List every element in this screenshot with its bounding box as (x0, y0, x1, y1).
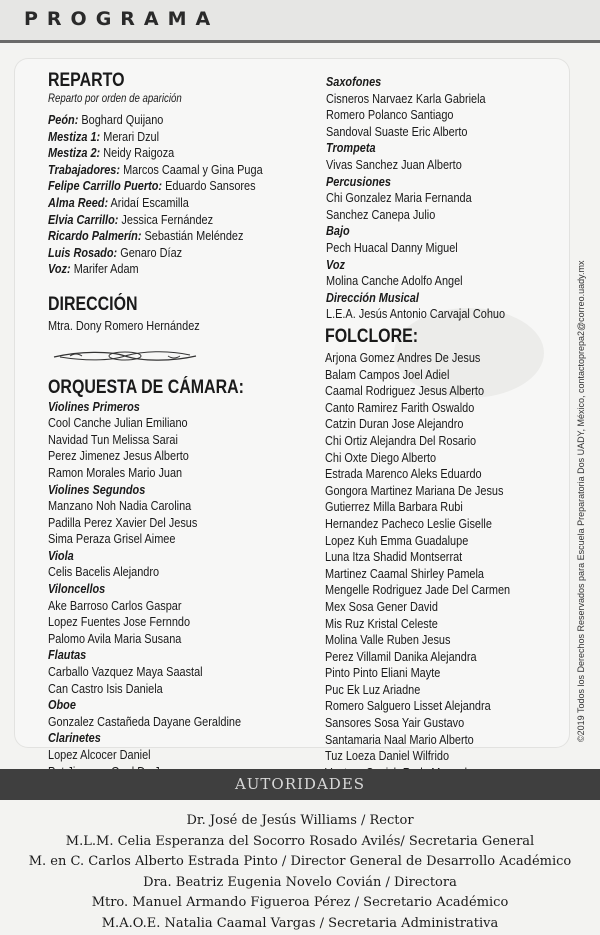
autoridad-line: M.L.M. Celia Esperanza del Socorro Rosado Avilés/ Secretaria General (65, 833, 535, 849)
member-name: Hernandez Pacheco Leslie Giselle (325, 515, 492, 531)
member-name: Puc Ek Luz Ariadne (325, 681, 421, 697)
folclore-member (325, 616, 565, 633)
orchestra-member (326, 157, 566, 174)
cast-entry-text (48, 145, 174, 162)
orchestra-section-label (48, 548, 318, 565)
folclore-list (325, 350, 565, 798)
member-name: Gutierrez Milla Barbara Rubi (325, 499, 463, 515)
cast-entry (48, 195, 318, 212)
folclore-member (325, 367, 565, 384)
member-name: Molina Canche Adolfo Angel (326, 273, 463, 289)
folclore-heading: FOLCLORE: (325, 326, 419, 347)
cast-actor: Eduardo Sansores (162, 178, 256, 194)
cast-role: Mestiza 2: (48, 145, 101, 161)
member-name: Sandoval Suaste Eric Alberto (326, 123, 468, 139)
folclore-member (325, 450, 565, 467)
folclore-member (325, 582, 565, 599)
autoridad-line: Mtro. Manuel Armando Figueroa Pérez / Secretario Académico (91, 895, 509, 910)
cast-list (48, 112, 318, 278)
orchestra-member (48, 614, 318, 631)
section-name: Bajo (326, 223, 350, 239)
member-name: Sansores Sosa Yair Gustavo (325, 715, 465, 731)
orchestra-member (48, 465, 318, 482)
folclore-member (325, 350, 565, 367)
cast-actor: Merari Dzul (100, 128, 160, 144)
cast-role: Alma Reed: (48, 194, 109, 210)
orchestra-member (326, 306, 566, 323)
cast-entry (48, 261, 318, 278)
cast-role: Mestiza 1: (48, 128, 101, 144)
member-name: Canto Ramirez Farith Oswaldo (325, 399, 475, 415)
member-name: Mengelle Rodriguez Jade Del Carmen (325, 582, 511, 598)
orchestra-member (326, 190, 566, 207)
orchestra-section-label (48, 647, 318, 664)
cast-actor: Sebastián Meléndez (141, 228, 244, 244)
folclore-member (325, 649, 565, 666)
orchestra-member (48, 631, 318, 648)
orchestra-section-label (326, 174, 566, 191)
member-name: Can Castro Isis Daniela (48, 680, 163, 696)
folclore-member (325, 732, 565, 749)
autoridad-line: Dr. José de Jesús Williams / Rector (186, 813, 414, 828)
autoridades-bar (0, 769, 600, 800)
folclore-member (325, 416, 565, 433)
folclore-member (325, 383, 565, 400)
member-name: Navidad Tun Melissa Sarai (48, 431, 178, 447)
member-name: Cool Canche Julian Emiliano (48, 415, 188, 431)
orchestra-member (48, 564, 318, 581)
cast-role: Elvia Carrillo: (48, 211, 119, 227)
member-name: Perez Jimenez Jesus Alberto (48, 448, 189, 464)
cast-entry (48, 245, 318, 262)
program-title: PROGRAMA (24, 8, 220, 30)
orchestra-member (48, 498, 318, 515)
orchestra-member (326, 273, 566, 290)
member-name: Palomo Avila Maria Susana (48, 630, 182, 646)
member-name: Celis Bacelis Alejandro (48, 564, 160, 580)
cast-role: Felipe Carrillo Puerto: (48, 178, 163, 194)
member-name: Arjona Gomez Andres De Jesus (325, 350, 481, 365)
cast-entry (48, 162, 318, 179)
cast-role: Luis Rosado: (48, 244, 118, 260)
cast-entry-text (48, 178, 256, 195)
autoridad-line: M.A.O.E. Natalia Caamal Vargas / Secretaria Administrativa (101, 915, 499, 931)
member-name: Martinez Caamal Shirley Pamela (325, 565, 485, 581)
member-name: Sanchez Canepa Julio (326, 206, 436, 222)
section-name: Violines Primeros (48, 398, 140, 414)
orchestra-sections-left (48, 399, 318, 781)
section-name: Saxofones (326, 74, 382, 89)
section-name: Oboe (48, 697, 76, 713)
member-name: Manzano Noh Nadia Carolina (48, 498, 192, 514)
member-name: Lopez Alcocer Daniel (48, 747, 151, 762)
folclore-member (325, 516, 565, 533)
cast-entry-text (48, 261, 139, 278)
cast-actor: Genaro Díaz (117, 244, 183, 260)
cast-actor: Boghard Quijano (78, 112, 164, 127)
orchestra-sections-right (326, 74, 566, 323)
cast-entry-text (48, 212, 213, 229)
reparto-note: Reparto por orden de aparición (48, 93, 182, 105)
cast-role: Voz: (48, 261, 71, 277)
cast-entry-text (48, 228, 243, 245)
member-name: Sima Peraza Grisel Aimee (48, 531, 176, 547)
ornament-divider (50, 345, 200, 367)
member-name: Romero Polanco Santiago (326, 107, 454, 123)
autoridades-heading: AUTORIDADES (234, 775, 366, 793)
member-name: Gongora Martinez Mariana De Jesus (325, 482, 504, 498)
folclore-member (325, 466, 565, 483)
orchestra-member (48, 432, 318, 449)
header-rule (0, 40, 600, 43)
folclore-member (325, 665, 565, 682)
cast-entry (48, 112, 318, 129)
section-name: Dirección Musical (326, 289, 419, 305)
orchestra-member (48, 531, 318, 548)
cast-role: Ricardo Palmerín: (48, 228, 142, 244)
member-name: Ake Barroso Carlos Gaspar (48, 597, 182, 613)
member-name: Caamal Rodriguez Jesus Alberto (325, 383, 485, 399)
cast-entry-text (48, 195, 189, 212)
folclore-member (325, 400, 565, 417)
section-name: Voz (326, 256, 346, 272)
section-name: Viola (48, 547, 74, 563)
autoridades-list (0, 811, 600, 934)
section-name: Clarinetes (48, 730, 101, 746)
member-name: Estrada Marenco Aleks Eduardo (325, 466, 482, 482)
folclore-member (325, 533, 565, 550)
cast-entry (48, 228, 318, 245)
cast-entry (48, 178, 318, 195)
left-column (48, 70, 318, 780)
member-name: Santamaria Naal Mario Alberto (325, 731, 474, 747)
member-name: Perez Villamil Danika Alejandra (325, 648, 477, 664)
orchestra-section-label (48, 482, 318, 499)
member-name: Chi Ortiz Alejandra Del Rosario (325, 432, 477, 448)
member-name: Ramon Morales Mario Juan (48, 464, 183, 480)
orchestra-member (48, 415, 318, 432)
member-name: Carballo Vazquez Maya Saastal (48, 664, 203, 680)
orchestra-member (326, 107, 566, 124)
orchestra-member (48, 448, 318, 465)
cast-entry-text (48, 245, 182, 262)
right-column (326, 74, 566, 323)
cast-entry-text (48, 162, 263, 179)
member-name: Lopez Fuentes Jose Fernndo (48, 614, 191, 630)
program-header (0, 0, 600, 43)
cast-actor: Marcos Caamal y Gina Puga (120, 161, 263, 177)
folclore-member (325, 682, 565, 699)
cast-entry (48, 145, 318, 162)
member-name: Pech Huacal Danny Miguel (326, 239, 458, 255)
orchestra-member (48, 714, 318, 731)
direccion-name: Mtra. Dony Romero Hernández (48, 317, 200, 333)
orchestra-member (48, 681, 318, 698)
folclore-member (325, 483, 565, 500)
member-name: Chi Oxte Diego Alberto (325, 449, 437, 465)
copyright-credit: ©2019 Todos los Derechos Reservados para Escuela Preparatoria Dos UADY, México, contactoprepa2@correo.uady.mx (576, 260, 586, 742)
section-name: Viloncellos (48, 581, 106, 597)
direccion-heading: DIRECCIÓN (48, 293, 138, 315)
folclore-member (325, 499, 565, 516)
member-name: Romero Salguero Lisset Alejandra (325, 698, 491, 714)
member-name: Chi Gonzalez Maria Fernanda (326, 190, 472, 206)
member-name: Pinto Pinto Eliani Mayte (325, 665, 441, 681)
orchestra-member (48, 747, 318, 764)
cast-entry-text (48, 112, 163, 129)
folclore-member (325, 715, 565, 732)
orquesta-heading: ORQUESTA DE CÁMARA: (48, 376, 244, 398)
cast-actor: Marifer Adam (70, 261, 139, 277)
member-name: Molina Valle Ruben Jesus (325, 632, 451, 648)
member-name: Balam Campos Joel Adiel (325, 366, 450, 382)
folclore-member (325, 566, 565, 583)
orchestra-member (326, 91, 566, 108)
member-name: Gonzalez Castañeda Dayane Geraldine (48, 713, 242, 729)
orchestra-section-label (48, 581, 318, 598)
orchestra-section-label (48, 730, 318, 747)
orchestra-member (326, 240, 566, 257)
autoridad-line: M. en C. Carlos Alberto Estrada Pinto / Director General de Desarrollo Académico (28, 854, 572, 869)
member-name: Mis Ruz Kristal Celeste (325, 615, 438, 631)
member-name: Luna Itza Shadid Montserrat (325, 549, 463, 565)
orchestra-section-label (326, 140, 566, 157)
orchestra-section-label (48, 399, 318, 416)
section-name: Trompeta (326, 140, 376, 156)
member-name: Lopez Kuh Emma Guadalupe (325, 532, 469, 548)
folclore-member (325, 599, 565, 616)
orchestra-member (48, 598, 318, 615)
member-name: Padilla Perez Xavier Del Jesus (48, 514, 198, 530)
orchestra-member (326, 124, 566, 141)
orchestra-section-label (326, 290, 566, 307)
orchestra-member (48, 515, 318, 532)
folclore-member (325, 433, 565, 450)
section-name: Flautas (48, 647, 87, 663)
member-name: Catzin Duran Jose Alejandro (325, 416, 464, 432)
cast-entry (48, 129, 318, 146)
reparto-heading: REPARTO (48, 70, 125, 91)
cast-role: Peón: (48, 112, 79, 127)
orchestra-member (326, 207, 566, 224)
member-name: L.E.A. Jesús Antonio Carvajal Cohuo (326, 306, 506, 322)
folclore-member (325, 549, 565, 566)
cast-role: Trabajadores: (48, 161, 121, 177)
cast-entry (48, 212, 318, 229)
orchestra-section-label (48, 697, 318, 714)
orchestra-section-label (326, 74, 566, 91)
orchestra-section-label (326, 223, 566, 240)
cast-actor: Jessica Fernández (118, 211, 214, 227)
cast-actor: Aridaí Escamilla (108, 194, 189, 210)
orchestra-section-label (326, 257, 566, 274)
folclore-member (325, 632, 565, 649)
folclore-member (325, 748, 565, 765)
member-name: Tuz Loeza Daniel Wilfrido (325, 748, 450, 764)
folclore-column (325, 326, 565, 798)
section-name: Violines Segundos (48, 481, 146, 497)
member-name: Mex Sosa Gener David (325, 598, 438, 614)
autoridad-line: Dra. Beatriz Eugenia Novelo Covián / Directora (143, 874, 457, 890)
member-name: Cisneros Narvaez Karla Gabriela (326, 90, 486, 106)
cast-actor: Neidy Raigoza (100, 145, 175, 161)
cast-entry-text (48, 129, 159, 146)
member-name: Vivas Sanchez Juan Alberto (326, 156, 462, 172)
folclore-member (325, 698, 565, 715)
section-name: Percusiones (326, 173, 391, 189)
orchestra-member (48, 664, 318, 681)
